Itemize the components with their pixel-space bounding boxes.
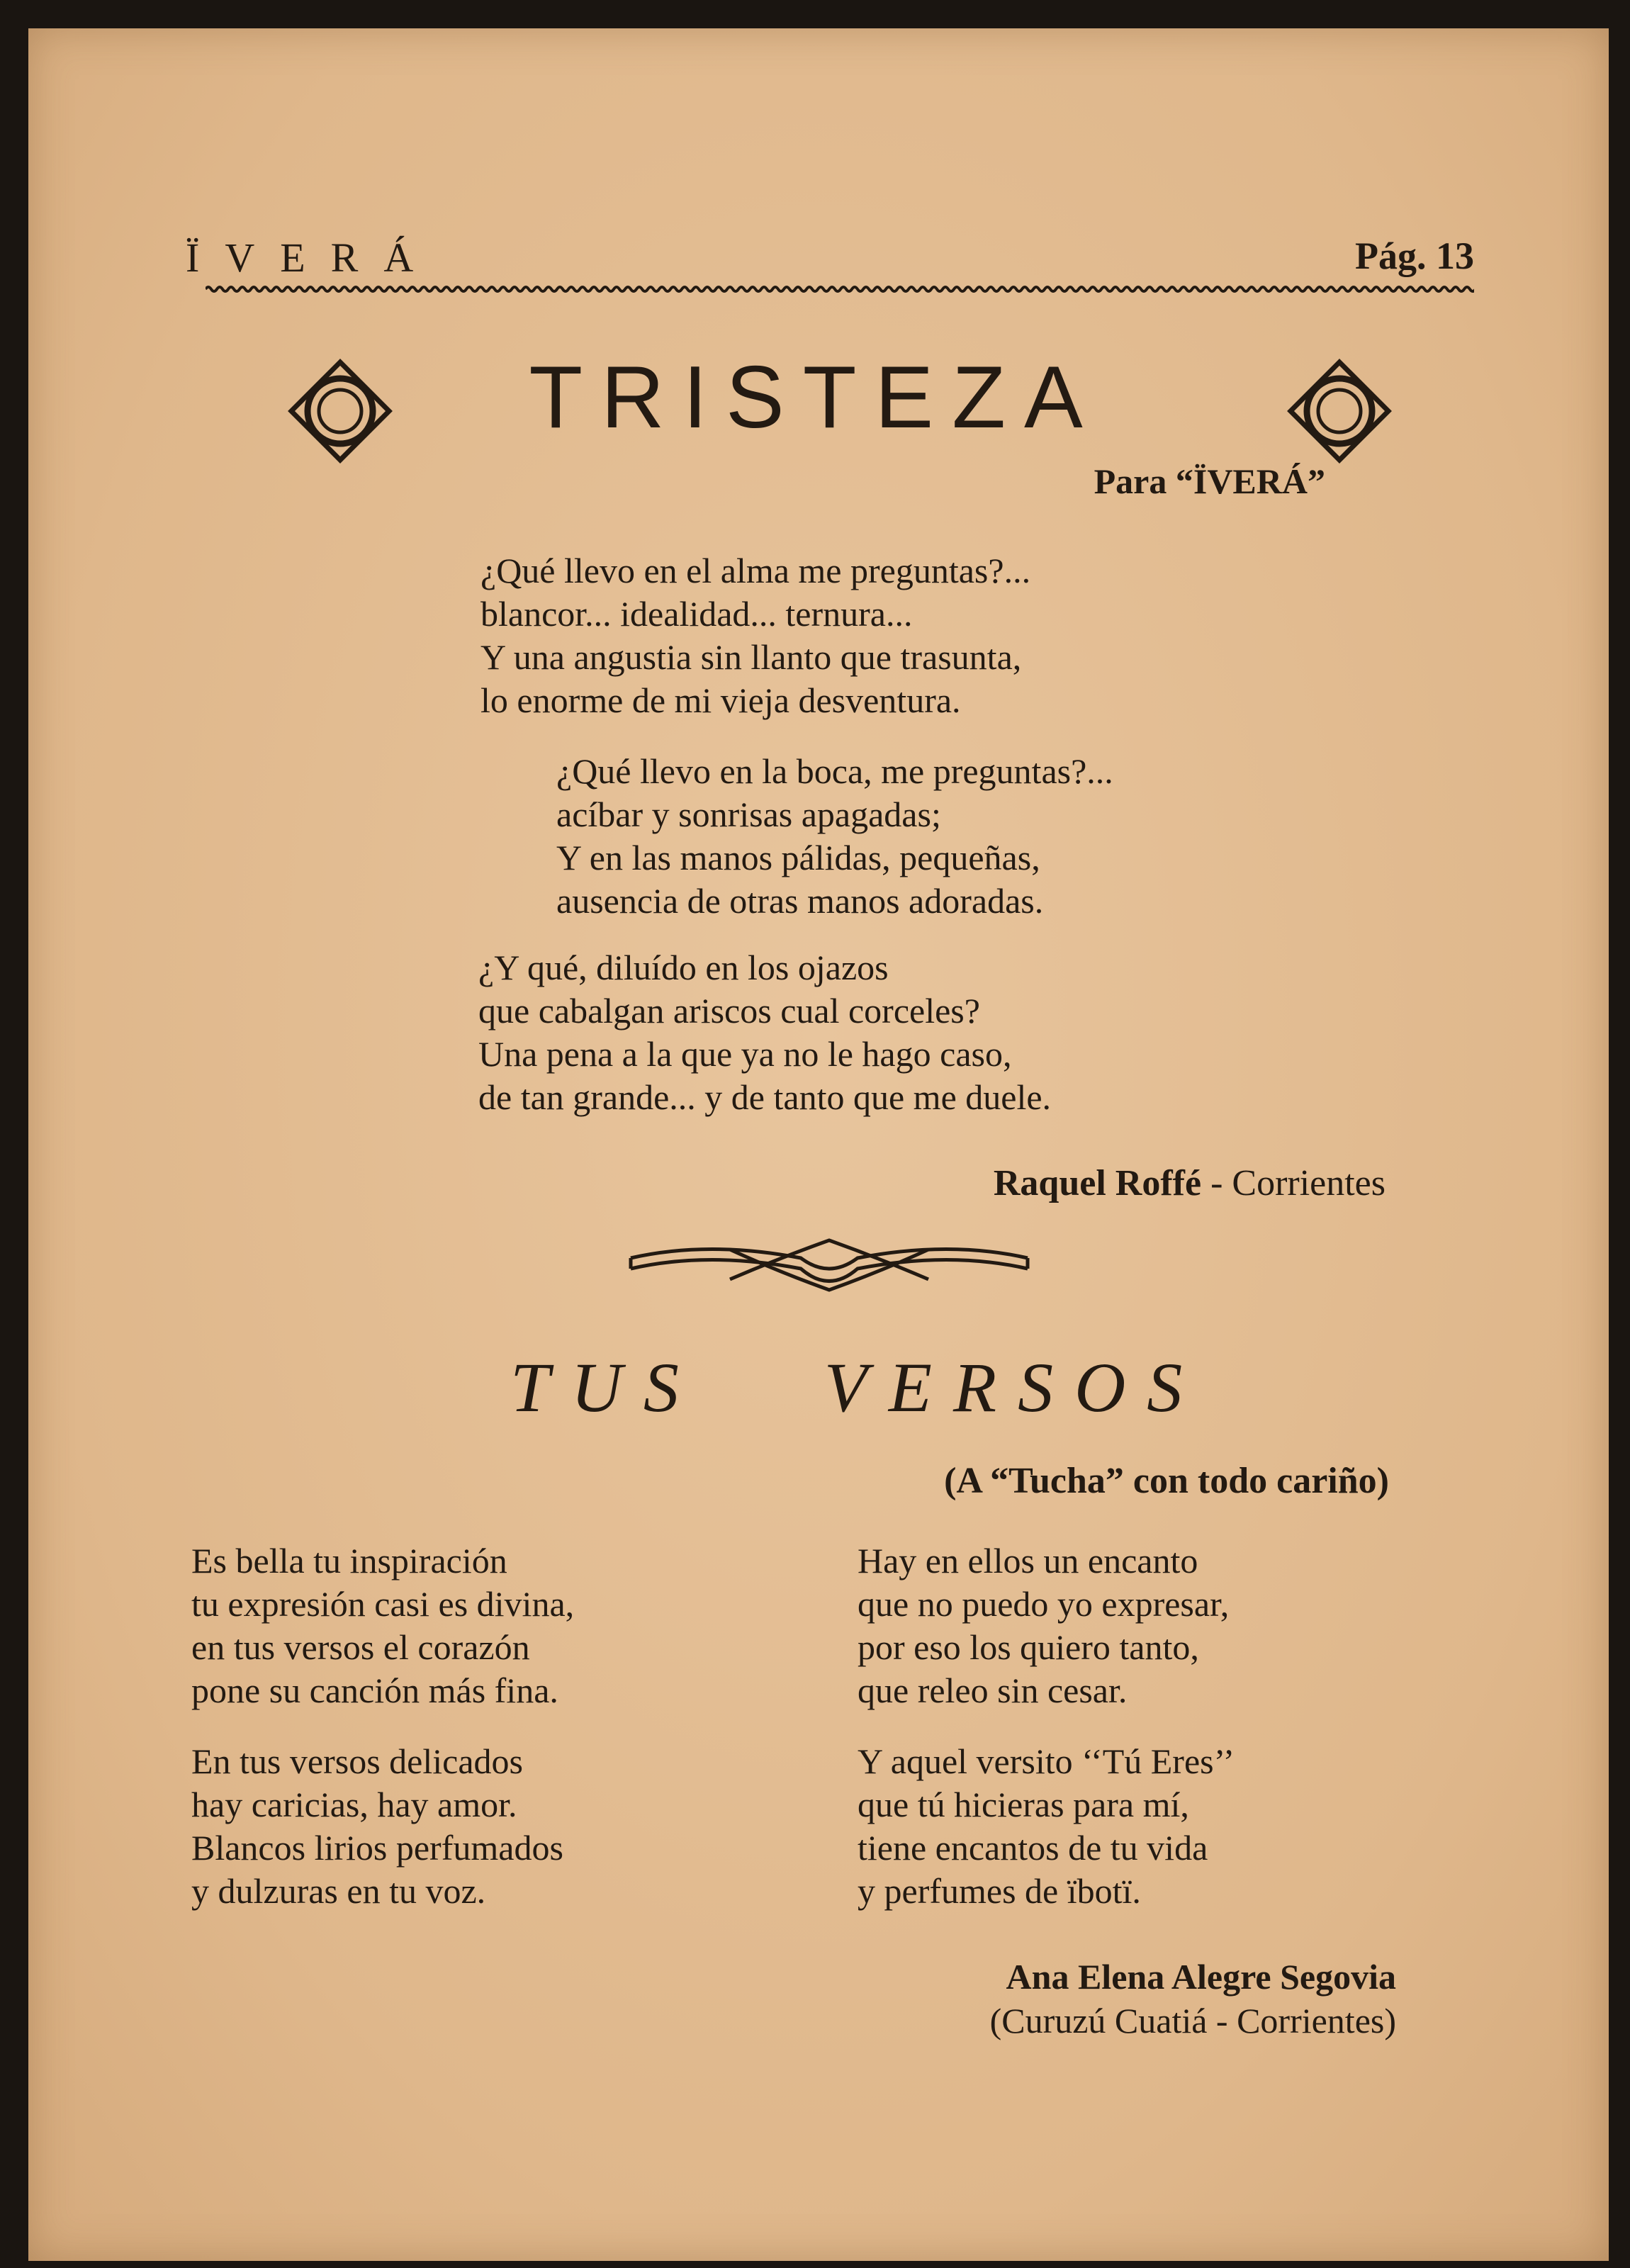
verse-line: que tú hicieras para mí, [858,1785,1189,1824]
page-number: Pág. 13 [1355,235,1474,277]
verse-line: acíbar y sonrisas apagadas; [556,795,941,834]
verse-line: y perfumes de ïbotï. [858,1871,1141,1911]
stanza [556,750,1113,923]
stanza [191,1740,563,1913]
verse-line: que no puedo yo expresar, [858,1584,1230,1624]
wavy-rule [206,284,1474,295]
verse-line: lo enorme de mi vieja desventura. [480,680,961,720]
verse-line: que cabalgan ariscos cual corceles? [478,991,980,1031]
verse-line: Hay en ellos un encanto [858,1541,1198,1581]
verse-line: ¿Y qué, diluído en los ojazos [478,948,889,987]
verse-line: ¿Qué llevo en la boca, me preguntas?... [556,751,1113,791]
verse-line: Y aquel versito ‘‘Tú Eres’’ [858,1741,1235,1781]
poem-author [994,1162,1386,1204]
verse-line: Y en las manos pálidas, pequeñas, [556,838,1040,877]
verse-line: tu expresión casi es divina, [191,1584,575,1624]
verse-line: En tus versos delicados [191,1741,523,1781]
verse-line: Una pena a la que ya no le hago caso, [478,1034,1012,1074]
verse-line: que releo sin cesar. [858,1671,1128,1710]
verse-line: pone su canción más fina. [191,1671,558,1710]
poem-dedication: (A “Tucha” con todo cariño) [944,1461,1389,1501]
poem-title-tus-versos: TUS VERSOS [510,1348,1204,1427]
verse-line: y dulzuras en tu voz. [191,1871,486,1911]
stanza [478,946,1051,1119]
verse-line: en tus versos el corazón [191,1627,530,1667]
poem-title-tristeza: TRISTEZA [529,349,1101,447]
stanza [858,1740,1235,1913]
author-name: Raquel Roffé [993,1163,1202,1203]
verse-line: ¿Qué llevo en el alma me preguntas?... [480,551,1031,590]
verse-line: Es bella tu inspiración [191,1541,507,1581]
poem-dedication: Para “ÏVERÁ” [1094,461,1325,501]
verse-line: Blancos lirios perfumados [191,1828,563,1868]
author-location: - Corrientes [1201,1163,1386,1203]
stanza [480,549,1030,722]
verse-line: de tan grande... y de tanto que me duele. [478,1077,1052,1117]
decorative-divider [624,1230,1035,1301]
verse-line: ausencia de otras manos adoradas. [556,881,1044,921]
verse-line: hay caricias, hay amor. [191,1785,517,1824]
verse-line: tiene encantos de tu vida [858,1828,1208,1868]
verse-line: Y una angustia sin llanto que trasunta, [480,637,1022,677]
poem-author: Ana Elena Alegre Segovia [1006,1957,1396,1997]
stanza [858,1539,1229,1712]
magazine-title: ÏVERÁ [186,235,439,281]
verse-line: por eso los quiero tanto, [858,1627,1199,1667]
verse-line: blancor... idealidad... ternura... [480,594,913,634]
author-location: (Curuzú Cuatiá - Corrientes) [989,2001,1396,2040]
stanza [191,1539,574,1712]
